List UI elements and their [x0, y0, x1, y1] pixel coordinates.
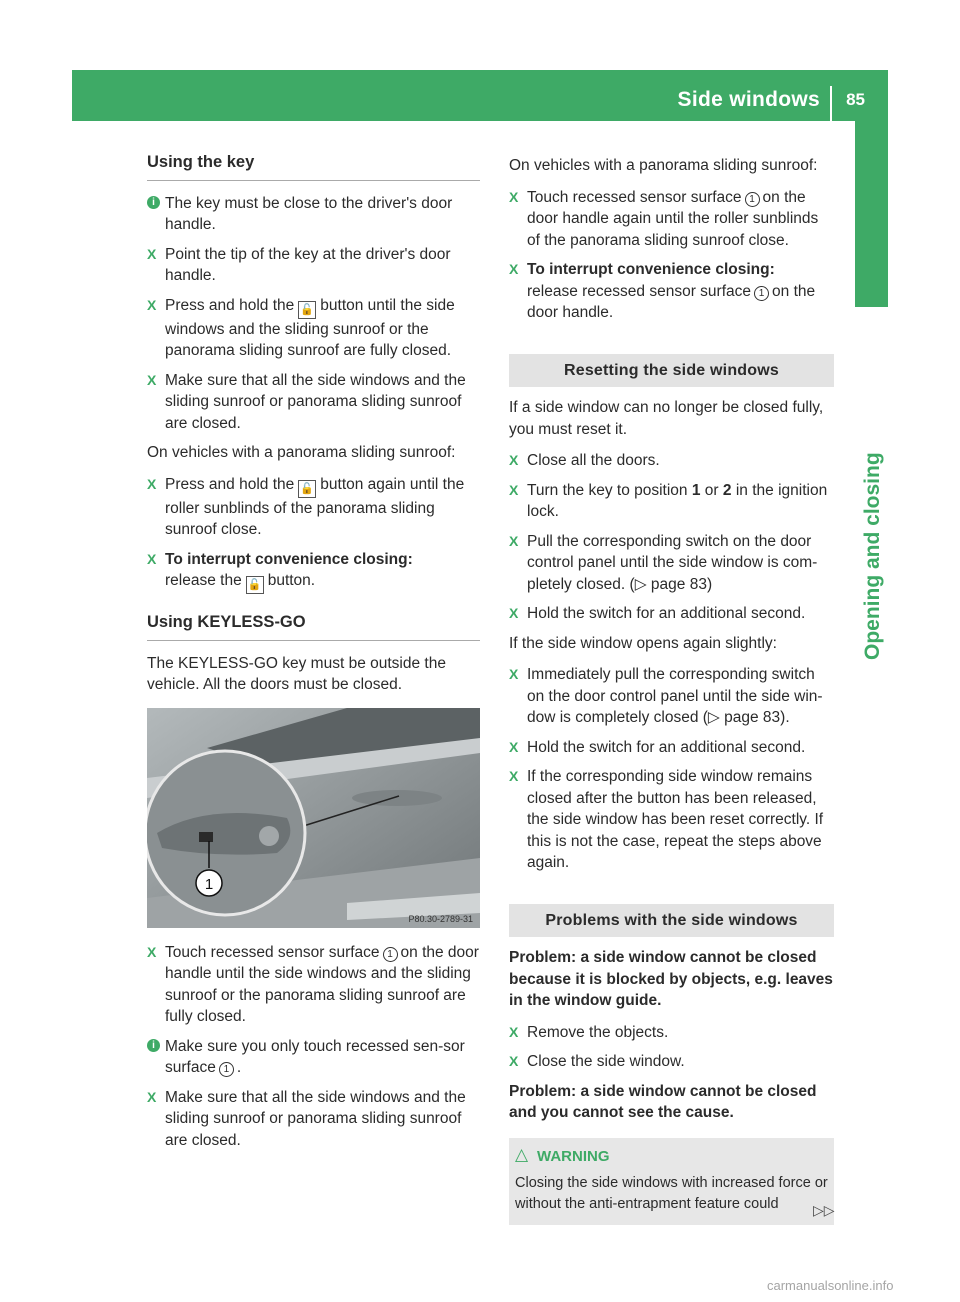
step-marker-icon: X: [509, 1023, 519, 1040]
warning-text: Closing the side windows with increased force or without the anti-entrapment feature could: [515, 1175, 828, 1212]
step-marker-icon: X: [147, 1088, 157, 1105]
callout-1-icon: 1: [383, 947, 398, 962]
step-marker-icon: X: [147, 475, 157, 492]
continued-arrows-icon: ▷▷: [813, 1202, 835, 1218]
step: X Immediately pull the corresponding switch on the door control panel until the side win-dow is completely closed (▷ page 83).: [509, 666, 823, 726]
door-handle-illustration: [147, 708, 480, 928]
section-title: Side windows: [677, 88, 820, 111]
step: X If the corresponding side window remains closed after the button has been released, the side window has been reset correctly. If this is not the case, repeat the steps above again.: [509, 768, 824, 871]
step-marker-icon: X: [147, 245, 157, 262]
step-marker-icon: X: [509, 481, 519, 498]
heading-resetting: Resetting the side windows: [509, 354, 834, 388]
page-number: 85: [846, 90, 865, 109]
door-handle-photo: [147, 708, 480, 928]
step-marker-icon: X: [509, 605, 519, 621]
step: X Point the tip of the key at the driver's door handle.: [147, 245, 451, 284]
unlock-button-icon: 🔓: [298, 480, 316, 498]
step-marker-icon: X: [509, 532, 519, 549]
header-bar: [72, 70, 888, 121]
warning-triangle-icon: △: [515, 1144, 529, 1164]
step: X Make sure that all the side windows and the sliding sunroof or panorama sliding sunroof are closed.: [147, 371, 466, 432]
step-marker-icon: X: [509, 1053, 519, 1069]
step: X Press and hold the 🔓 button until the side windows and the sliding sunroof or the panorama sliding sunroof are fully closed.: [147, 296, 455, 359]
problem-statement: Problem: a side window cannot be closed and you cannot see the cause.: [509, 1082, 817, 1121]
step-marker-icon: X: [147, 943, 157, 960]
paragraph: If a side window can no longer be closed fully, you must reset it.: [509, 399, 824, 438]
heading-keyless-go: Using KEYLESS-GO: [147, 612, 480, 641]
step: X Pull the corresponding switch on the door control panel until the side window is com-pletely closed. (▷ page 83): [509, 532, 818, 593]
heading-using-key: Using the key: [147, 152, 480, 181]
info-note: i Make sure you only touch recessed sen-sor surface 1 .: [147, 1036, 480, 1079]
step-marker-icon: X: [509, 738, 519, 755]
warning-title: △ WARNING: [515, 1144, 610, 1165]
step: X Turn the key to position 1 or 2 in the ignition lock.: [509, 481, 828, 520]
step: X Hold the switch for an additional second.: [509, 603, 834, 625]
step: X To interrupt convenience closing: release the 🔓 button.: [147, 549, 480, 595]
unlock-button-icon: 🔓: [246, 576, 264, 594]
step-marker-icon: X: [509, 261, 519, 277]
chapter-label: Opening and closing: [861, 452, 884, 660]
step: X Hold the switch for an additional second.: [509, 737, 834, 759]
step: X Touch recessed sensor surface 1 on the door handle again until the roller sunblinds of the panorama sliding sunroof close.: [509, 188, 819, 249]
right-column: [509, 155, 834, 1225]
step: X Remove the objects.: [509, 1022, 834, 1044]
step-marker-icon: X: [509, 666, 519, 682]
problem-statement: Problem: a side window cannot be closed because it is blocked by objects, e.g. leaves in the window guide.: [509, 949, 833, 1009]
step-marker-icon: X: [147, 296, 157, 313]
info-icon: i: [147, 1039, 160, 1052]
step: X Close all the doors.: [509, 450, 834, 472]
warning-box: [509, 1138, 834, 1226]
paragraph: On vehicles with a panorama sliding sunroof:: [509, 157, 818, 174]
step-marker-icon: X: [147, 550, 157, 567]
heading-problems: Problems with the side windows: [509, 904, 834, 938]
step-marker-icon: X: [509, 768, 519, 784]
step: X Touch recessed sensor surface 1 on the door handle until the side windows and the sliding sunroof or the panorama sliding sunroof are fully closed.: [147, 943, 479, 1025]
step: X Press and hold the 🔓 button again until the roller sunblinds of the panorama sliding sunroof close.: [147, 475, 465, 538]
step: X Close the side window.: [509, 1051, 834, 1073]
paragraph: The KEYLESS-GO key must be outside the vehicle. All the doors must be closed.: [147, 654, 446, 693]
callout-1-icon: 1: [219, 1062, 234, 1077]
chapter-tab: [855, 121, 888, 307]
step: X To interrupt convenience closing: release recessed sensor surface 1 on the door handle.: [509, 261, 816, 321]
callout-1-icon: 1: [754, 286, 769, 301]
photo-callout: 1: [204, 875, 214, 893]
step-marker-icon: X: [509, 452, 519, 468]
info-note: i The key must be close to the driver's door handle.: [147, 193, 480, 236]
info-icon: i: [147, 196, 160, 209]
step-marker-icon: X: [147, 371, 157, 388]
left-column: [147, 152, 480, 1159]
callout-1-icon: 1: [745, 192, 760, 207]
paragraph: On vehicles with a panorama sliding sunroof:: [147, 444, 456, 461]
step-marker-icon: X: [509, 188, 519, 205]
paragraph: If the side window opens again slightly:: [509, 634, 777, 652]
unlock-button-icon: 🔓: [298, 301, 316, 319]
header-divider: [830, 86, 832, 121]
step: X Make sure that all the side windows and the sliding sunroof or panorama sliding sunroof are closed.: [147, 1088, 466, 1149]
photo-code: P80.30-2789-31: [408, 913, 473, 924]
watermark: carmanualsonline.info: [767, 1278, 894, 1293]
